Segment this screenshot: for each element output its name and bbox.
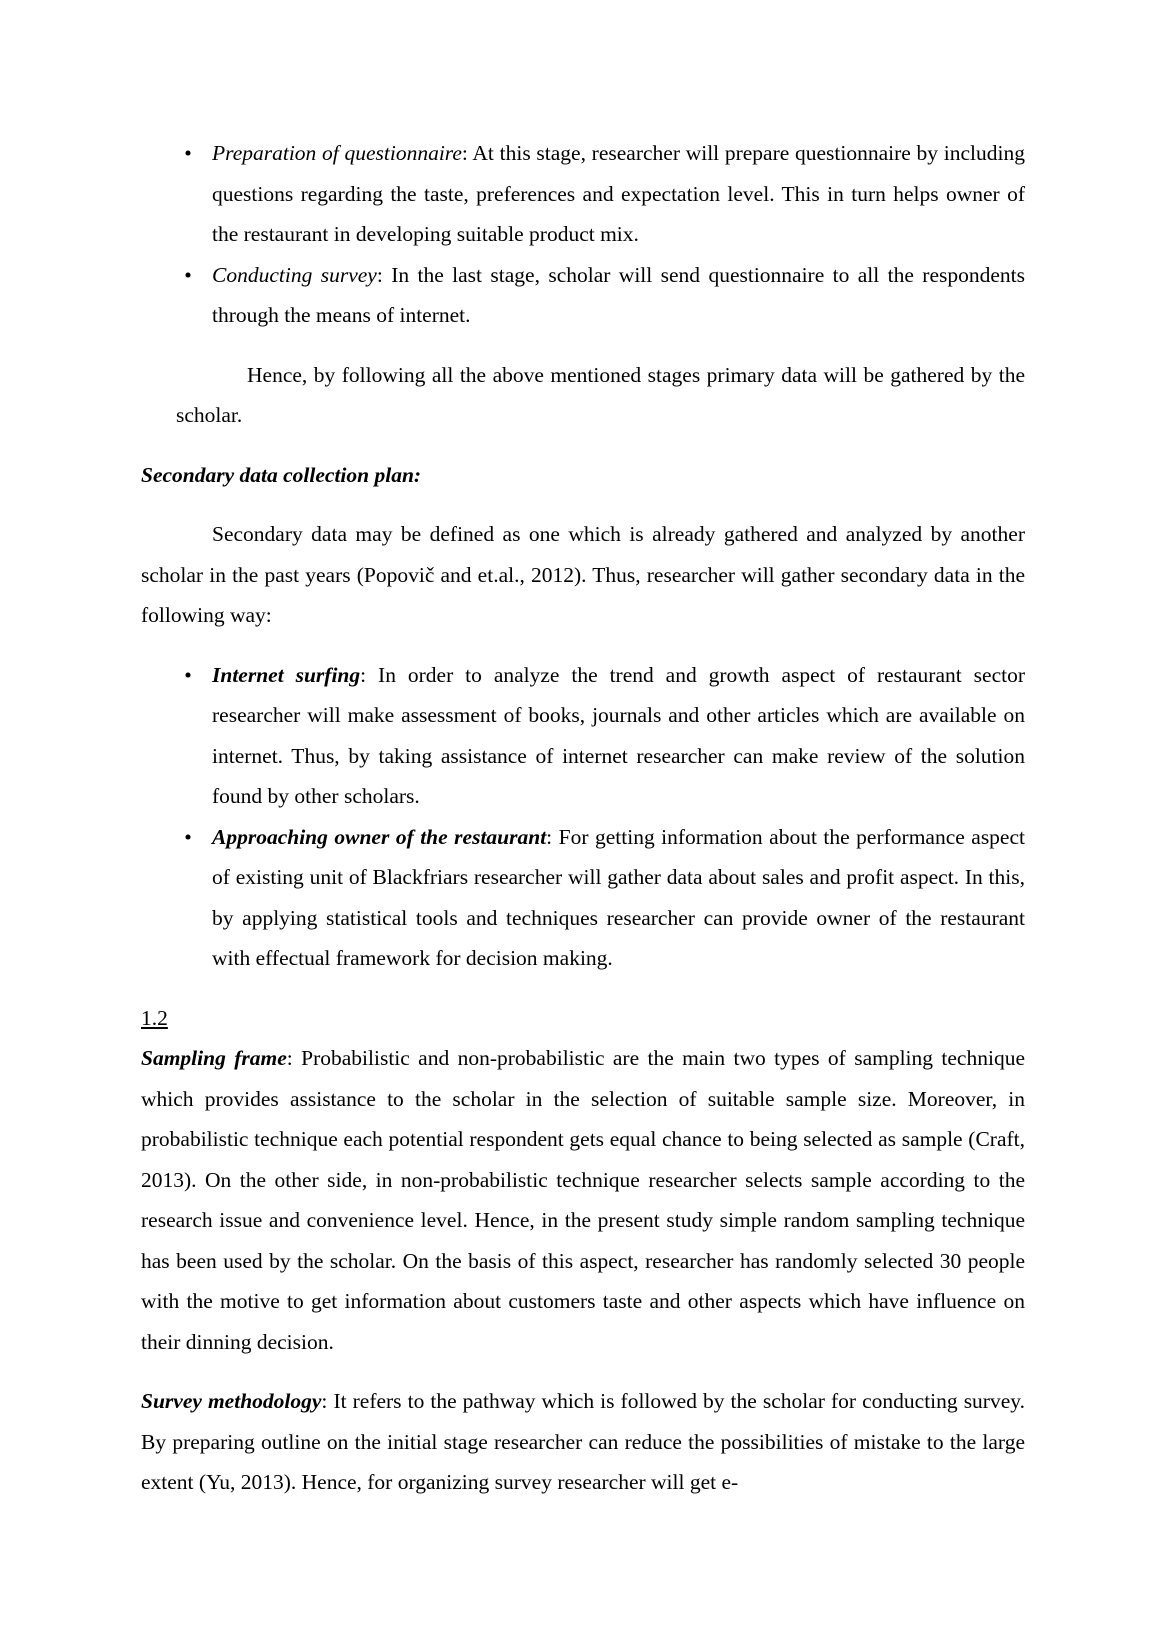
primary-stage-list (141, 133, 1025, 336)
list-item-term: Preparation of questionnaire (212, 141, 462, 165)
list-item-term: Internet surfing (212, 662, 361, 687)
survey-methodology-term: Survey methodology (141, 1389, 322, 1413)
sampling-frame-paragraph (141, 1038, 1025, 1362)
secondary-paragraph: Secondary data may be defined as one which is already gathered and analyzed by another scholar in the past years (Popovič and et.al., 2012). Thus, researcher will gather secondary data in the following way: (141, 522, 1025, 627)
bullet-icon: • (184, 262, 192, 287)
list-item-text: : In order to analyze the trend and growth aspect of restaurant sector researcher will make assessment of books, journals and other articles which are available on internet. Thus, by taking assistance of internet researcher can make review of the solution found by other scholars. (212, 662, 1025, 808)
survey-methodology-paragraph (141, 1381, 1025, 1503)
bullet-icon: • (184, 824, 192, 849)
list-item-text: : At this stage, researcher will prepare questionnaire by including questions regarding the taste, preferences and expectation level. This in turn helps owner of the restaurant in developing suitable product mix. (212, 141, 1025, 246)
secondary-heading: Secondary data collection plan: (141, 462, 422, 487)
list-item-text: : In the last stage, scholar will send questionnaire to all the respondents through the means of internet. (212, 262, 1025, 327)
list-item (141, 255, 1025, 336)
list-item-text: : For getting information about the performance aspect of existing unit of Blackfriars researcher will gather data about sales and profit aspect. In this, by applying statistical tools and techniques researcher can provide owner of the restaurant with effectual framework for decision making. (212, 824, 1025, 970)
list-item (141, 655, 1025, 817)
bullet-icon: • (184, 141, 192, 165)
section-number: 1.2 (141, 1005, 168, 1030)
secondary-method-list (141, 655, 1025, 979)
list-item (141, 133, 1025, 255)
bullet-icon: • (184, 662, 192, 687)
list-item (141, 817, 1025, 979)
document-page (141, 133, 1025, 1503)
hence-paragraph: Hence, by following all the above mentioned stages primary data will be gathered by the scholar. (176, 362, 1025, 427)
survey-methodology-text: : It refers to the pathway which is followed by the scholar for conducting survey. By preparing outline on the initial stage researcher can reduce the possibilities of mistake to the large extent (Yu, 2013). Hence, for organizing survey researcher will get e- (141, 1389, 1025, 1494)
sampling-frame-term: Sampling frame (141, 1046, 287, 1070)
list-item-term: Approaching owner of the restaurant (212, 824, 547, 849)
sampling-frame-text: : Probabilistic and non-probabilistic are the main two types of sampling technique which provides assistance to the scholar in the selection of suitable sample size. Moreover, in probabilistic technique each potential respondent gets equal chance to being selected as sample (Craft, 2013). On the other side, in non-probabilistic technique researcher selects sample according to the research issue and convenience level. Hence, in the present study simple random sampling technique has been used by the scholar. On the basis of this aspect, researcher has randomly selected 30 people with the motive to get information about customers taste and other aspects which have influence on their dinning decision. (141, 1046, 1025, 1354)
list-item-term: Conducting survey (212, 262, 377, 287)
